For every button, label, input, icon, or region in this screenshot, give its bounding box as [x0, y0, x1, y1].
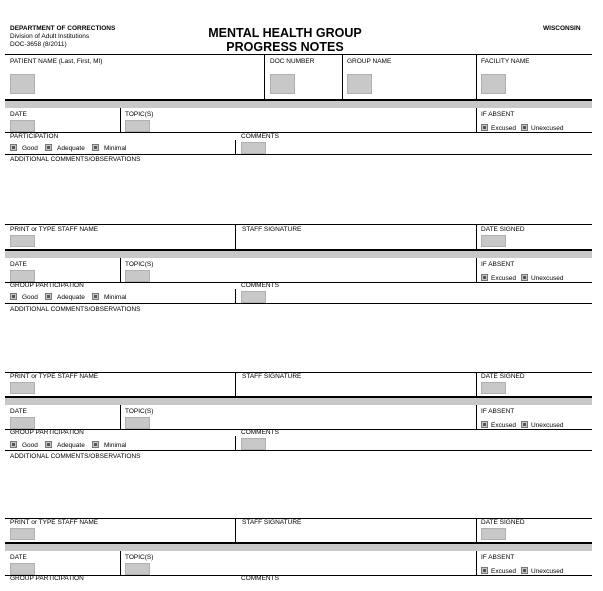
minimal-checkbox[interactable] — [92, 144, 99, 151]
form-number: DOC-3658 (8/2011) — [10, 41, 67, 48]
divider — [120, 258, 121, 282]
topics-label: TOPIC(S) — [125, 261, 154, 268]
patient-name-label: PATIENT NAME (Last, First, MI) — [10, 58, 103, 65]
divider — [5, 224, 592, 225]
patient-name-field[interactable] — [10, 74, 35, 94]
topics-field[interactable] — [125, 417, 150, 429]
good-checkbox[interactable] — [10, 441, 17, 448]
date-signed-label: DATE SIGNED — [481, 519, 525, 526]
page-title: MENTAL HEALTH GROUP — [208, 26, 362, 40]
comments-field[interactable] — [241, 142, 266, 154]
divider — [235, 436, 236, 450]
comments-label: COMMENTS — [241, 282, 279, 289]
divider — [476, 55, 477, 100]
comments-label: COMMENTS — [241, 429, 279, 436]
excused-label: Excused — [491, 125, 516, 132]
facility-name-field[interactable] — [481, 74, 506, 94]
participation-label: GROUP PARTICIPATION — [10, 282, 84, 289]
date-field[interactable] — [10, 270, 35, 282]
state-label: WISCONSIN — [543, 25, 581, 32]
good-label: Good — [22, 294, 38, 301]
facility-name-label: FACILITY NAME — [481, 58, 530, 65]
staff-name-label: PRINT or TYPE STAFF NAME — [10, 226, 99, 233]
excused-label: Excused — [491, 422, 516, 429]
divider — [476, 372, 477, 396]
date-signed-field[interactable] — [481, 528, 506, 540]
divider — [476, 405, 477, 429]
divider — [5, 575, 592, 576]
participation-label: PARTICIPATION — [10, 133, 59, 140]
date-signed-label: DATE SIGNED — [481, 373, 525, 380]
unexcused-checkbox[interactable] — [521, 567, 528, 574]
doc-number-field[interactable] — [270, 74, 295, 94]
divider — [476, 518, 477, 542]
date-label: DATE — [10, 408, 27, 415]
divider — [264, 55, 265, 100]
divider — [5, 54, 592, 55]
divider — [235, 372, 236, 396]
section-band — [5, 542, 592, 551]
adequate-label: Adequate — [57, 145, 85, 152]
excused-checkbox[interactable] — [481, 421, 488, 428]
staff-name-field[interactable] — [10, 235, 35, 247]
divider — [476, 224, 477, 249]
date-signed-label: DATE SIGNED — [481, 226, 525, 233]
staff-signature-label: STAFF SIGNATURE — [242, 226, 302, 233]
topics-field[interactable] — [125, 120, 150, 132]
group-name-label: GROUP NAME — [347, 58, 392, 65]
date-label: DATE — [10, 554, 27, 561]
participation-label: GROUP PARTICIPATION — [10, 429, 84, 436]
minimal-checkbox[interactable] — [92, 441, 99, 448]
adequate-label: Adequate — [57, 442, 85, 449]
participation-label: GROUP PARTICIPATION — [10, 575, 84, 582]
date-signed-field[interactable] — [481, 235, 506, 247]
excused-checkbox[interactable] — [481, 274, 488, 281]
section-band — [5, 249, 592, 258]
date-field[interactable] — [10, 120, 35, 132]
section-band — [5, 99, 592, 108]
excused-label: Excused — [491, 568, 516, 575]
additional-comments-label: ADDITIONAL COMMENTS/OBSERVATIONS — [10, 306, 141, 313]
additional-comments-area[interactable] — [5, 314, 592, 370]
date-field[interactable] — [10, 417, 35, 429]
adequate-checkbox[interactable] — [45, 293, 52, 300]
additional-comments-label: ADDITIONAL COMMENTS/OBSERVATIONS — [10, 453, 141, 460]
page-subtitle: PROGRESS NOTES — [226, 40, 344, 54]
if-absent-label: IF ABSENT — [481, 554, 515, 561]
adequate-checkbox[interactable] — [45, 144, 52, 151]
comments-field[interactable] — [241, 438, 266, 450]
divider — [5, 429, 592, 430]
department-label: DEPARTMENT OF CORRECTIONS — [10, 25, 116, 32]
divider — [476, 108, 477, 132]
unexcused-checkbox[interactable] — [521, 124, 528, 131]
date-label: DATE — [10, 261, 27, 268]
divider — [120, 108, 121, 132]
divider — [5, 132, 592, 133]
staff-name-field[interactable] — [10, 528, 35, 540]
good-label: Good — [22, 442, 38, 449]
divider — [5, 154, 592, 155]
divider — [476, 258, 477, 282]
unexcused-checkbox[interactable] — [521, 274, 528, 281]
topics-label: TOPIC(S) — [125, 408, 154, 415]
unexcused-label: Unexcused — [531, 125, 564, 132]
additional-comments-label: ADDITIONAL COMMENTS/OBSERVATIONS — [10, 156, 141, 163]
doc-number-label: DOC NUMBER — [270, 58, 315, 65]
excused-checkbox[interactable] — [481, 567, 488, 574]
minimal-label: Minimal — [104, 145, 127, 152]
comments-label: COMMENTS — [241, 575, 279, 582]
comments-field[interactable] — [241, 291, 266, 303]
divider — [120, 405, 121, 429]
minimal-label: Minimal — [104, 442, 127, 449]
divider — [5, 450, 592, 451]
divider — [5, 282, 592, 283]
excused-checkbox[interactable] — [481, 124, 488, 131]
topics-label: TOPIC(S) — [125, 111, 154, 118]
good-checkbox[interactable] — [10, 144, 17, 151]
topics-field[interactable] — [125, 563, 150, 575]
staff-signature-label: STAFF SIGNATURE — [242, 373, 302, 380]
divider — [235, 224, 236, 249]
adequate-label: Adequate — [57, 294, 85, 301]
minimal-label: Minimal — [104, 294, 127, 301]
section-band — [5, 396, 592, 405]
divider — [235, 289, 236, 303]
good-label: Good — [22, 145, 38, 152]
additional-comments-area[interactable] — [5, 461, 592, 516]
staff-signature-label: STAFF SIGNATURE — [242, 519, 302, 526]
date-label: DATE — [10, 111, 27, 118]
unexcused-label: Unexcused — [531, 422, 564, 429]
if-absent-label: IF ABSENT — [481, 408, 515, 415]
topics-label: TOPIC(S) — [125, 554, 154, 561]
unexcused-label: Unexcused — [531, 568, 564, 575]
excused-label: Excused — [491, 275, 516, 282]
divider — [120, 551, 121, 575]
good-checkbox[interactable] — [10, 293, 17, 300]
division-label: Division of Adult Institutions — [10, 33, 90, 40]
unexcused-checkbox[interactable] — [521, 421, 528, 428]
unexcused-label: Unexcused — [531, 275, 564, 282]
divider — [342, 55, 343, 100]
divider — [476, 551, 477, 575]
divider — [235, 518, 236, 542]
staff-name-label: PRINT or TYPE STAFF NAME — [10, 373, 99, 380]
date-field[interactable] — [10, 563, 35, 575]
comments-label: COMMENTS — [241, 133, 279, 140]
staff-name-field[interactable] — [10, 382, 35, 394]
staff-name-label: PRINT or TYPE STAFF NAME — [10, 519, 99, 526]
additional-comments-area[interactable] — [5, 164, 592, 222]
topics-field[interactable] — [125, 270, 150, 282]
date-signed-field[interactable] — [481, 382, 506, 394]
divider — [5, 303, 592, 304]
divider — [235, 140, 236, 154]
minimal-checkbox[interactable] — [92, 293, 99, 300]
group-name-field[interactable] — [347, 74, 372, 94]
if-absent-label: IF ABSENT — [481, 111, 515, 118]
if-absent-label: IF ABSENT — [481, 261, 515, 268]
adequate-checkbox[interactable] — [45, 441, 52, 448]
